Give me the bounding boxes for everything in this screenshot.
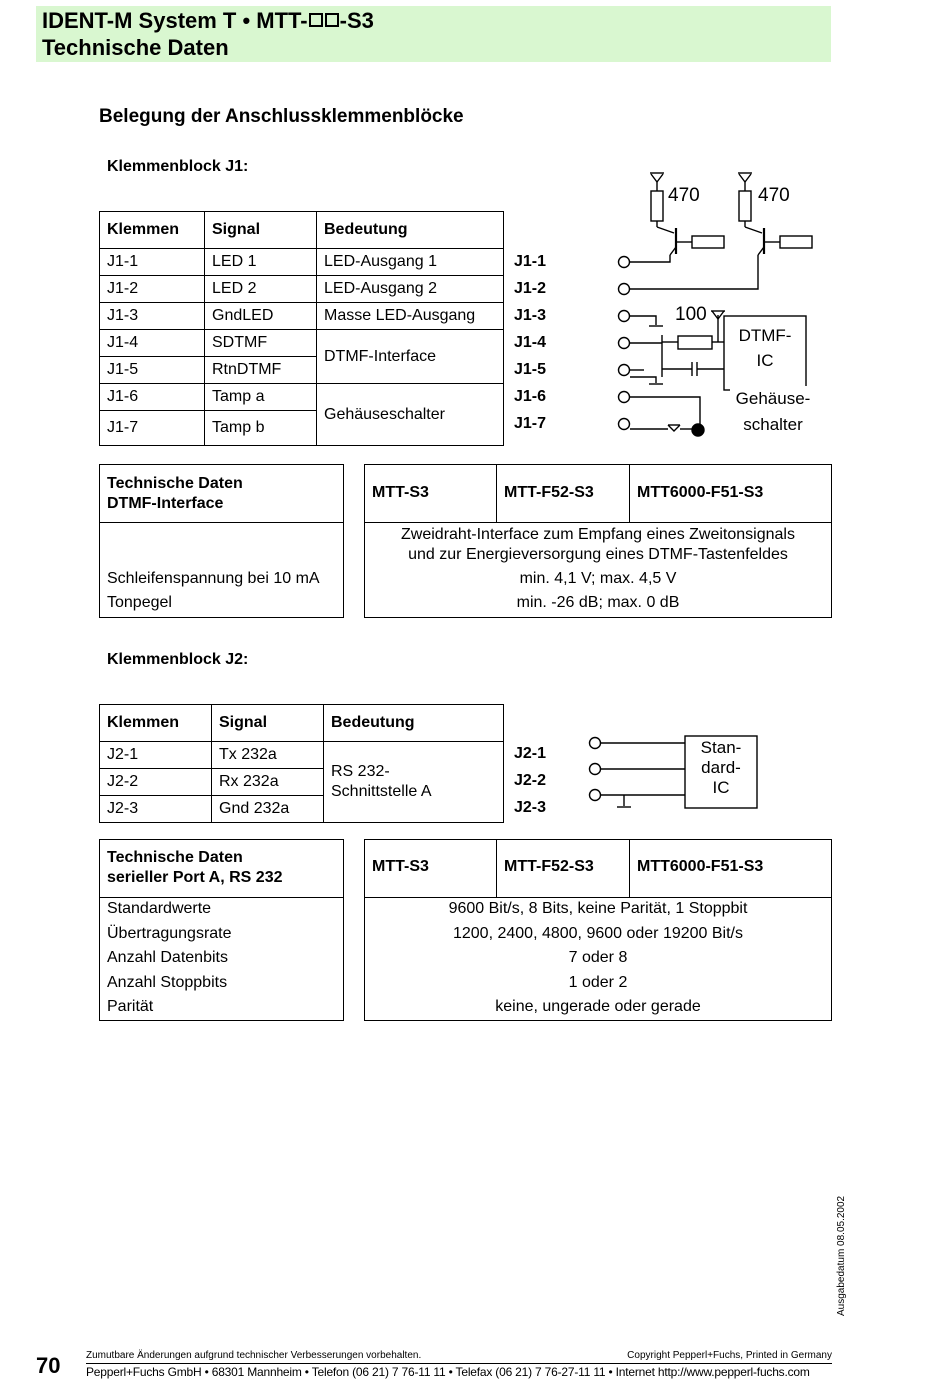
rs232-cell: RS 232- Schnittstelle A	[324, 742, 504, 823]
table-row: J1-6 Tamp a Gehäuseschalter	[100, 384, 504, 411]
j1-title: Klemmenblock J1:	[107, 158, 249, 175]
pin-label: J1-4	[514, 334, 547, 351]
col-mtt6000-f51-s3: MTT6000-F51-S3	[637, 858, 764, 875]
table-row: J2-3 Gnd 232a	[100, 796, 504, 823]
footer-notice: Zumutbare Änderungen aufgrund technischer Verbesserungen vorbehalten.	[86, 1350, 422, 1361]
col-mtt-f52-s3: MTT-F52-S3	[497, 465, 630, 522]
table-row: J1-2 LED 2 LED-Ausgang 2	[100, 276, 504, 303]
resistor-value: 470	[668, 185, 700, 206]
supply-arrow-icon	[738, 173, 752, 191]
table-row: J2-1 Tx 232a RS 232- Schnittstelle A	[100, 742, 504, 769]
col-klemmen: Klemmen	[100, 705, 212, 742]
pin-label: J2-1	[514, 745, 547, 762]
terminal-icon	[619, 338, 630, 349]
footer-contact: Pepperl+Fuchs GmbH • 68301 Mannheim • Telefon (06 21) 7 76-11 11 • Telefax (06 21) 7 76-27-11 11 • Internet http://www.pepperl-fuchs.com	[86, 1365, 810, 1379]
resistor-value: 100	[675, 304, 707, 325]
pin-label: J1-5	[514, 361, 547, 378]
terminal-icon	[619, 365, 630, 376]
section-title: Belegung der Anschlussklemmenblöcke	[99, 106, 464, 127]
resistor-icon	[739, 191, 751, 221]
tech-label: Parität	[107, 998, 154, 1015]
base-resistor-icon	[692, 236, 724, 248]
tech-value: 1 oder 2	[568, 973, 628, 991]
switch-contact-icon	[692, 424, 704, 436]
header-bar	[36, 6, 831, 62]
table-row: J1-3 GndLED Masse LED-Ausgang	[100, 303, 504, 330]
tech-value: 9600 Bit/s, 8 Bits, keine Parität, 1 Stoppbit	[448, 900, 748, 917]
pin-label: J2-3	[514, 799, 547, 816]
table-row: J1-5 RtnDTMF	[100, 357, 504, 384]
serial-tech-value-box	[364, 839, 832, 1021]
resistor-value: 470	[758, 185, 790, 206]
dtmf-description: Zweidraht-Interface zum Empfang eines Zweitonsignals und zur Energieversorgung eines DTMF-Tastenfeldes	[401, 526, 795, 563]
gehaeuseschalter-cell: Gehäuseschalter	[317, 384, 504, 446]
base-resistor-icon	[780, 236, 812, 248]
footer-copyright: Copyright Pepperl+Fuchs, Printed in Germany	[627, 1350, 832, 1361]
supply-arrow-icon	[650, 173, 664, 191]
terminal-icon	[590, 790, 601, 801]
col-mtt6000-f51-s3: MTT6000-F51-S3	[637, 484, 764, 501]
tech-label: Anzahl Stoppbits	[107, 973, 228, 991]
col-bedeutung: Bedeutung	[324, 705, 504, 742]
table-row: J1-7 Tamp b	[100, 411, 504, 446]
serial-tech-label-box: Technische Daten serieller Port A, RS 232 Standardwerte Übertragungsrate Anzahl Datenbits Anzahl Stoppbits Parität	[99, 839, 344, 1021]
col-signal: Signal	[205, 212, 317, 249]
document-title: IDENT-M System T • MTT- -S3	[42, 8, 374, 33]
j1-table	[99, 211, 504, 446]
table-row: J1-4 SDTMF DTMF-Interface	[100, 330, 504, 357]
document-subtitle: Technische Daten	[42, 35, 229, 60]
table-row: J1-1 LED 1 LED-Ausgang 1	[100, 249, 504, 276]
terminal-icon	[619, 392, 630, 403]
terminal-icon	[619, 284, 630, 295]
pin-label: J1-3	[514, 307, 547, 324]
footer-divider	[86, 1363, 832, 1364]
col-mtt-f52-s3: MTT-F52-S3	[497, 840, 630, 897]
resistor-icon	[678, 336, 712, 349]
page-number: 70	[36, 1353, 61, 1378]
issue-date: Ausgabedatum 08.05.2002	[836, 1195, 847, 1316]
dtmf-tech-value-box	[364, 464, 832, 618]
pin-label: J1-6	[514, 388, 547, 405]
dtmf-tech-label-box: Technische Daten DTMF-Interface Schleifenspannung bei 10 mA Tonpegel	[99, 464, 344, 618]
col-mtt-s3: MTT-S3	[365, 840, 497, 897]
col-klemmen: Klemmen	[100, 212, 205, 249]
pin-label: J1-1	[514, 253, 547, 270]
terminal-icon	[590, 764, 601, 775]
switch-label: Gehäuse- schalter	[730, 386, 816, 438]
tech-label: Tonpegel	[107, 594, 172, 611]
terminal-icon	[619, 419, 630, 430]
terminal-icon	[590, 738, 601, 749]
tech-label: Schleifenspannung bei 10 mA	[107, 570, 320, 587]
table-row: J2-2 Rx 232a	[100, 769, 504, 796]
j2-table	[99, 704, 504, 823]
col-bedeutung: Bedeutung	[317, 212, 504, 249]
tech-value: min. 4,1 V; max. 4,5 V	[519, 570, 677, 587]
tech-value: keine, ungerade oder gerade	[495, 998, 701, 1015]
dtmf-ic-label: DTMF- IC	[738, 326, 792, 370]
pin-label: J1-7	[514, 415, 547, 432]
resistor-icon	[651, 191, 663, 221]
placeholder-square-icon	[309, 13, 323, 27]
terminal-icon	[619, 257, 630, 268]
tech-label: Übertragungsrate	[107, 924, 232, 942]
standard-ic-label: Stan- dard- IC	[700, 738, 742, 797]
tech-label: Standardwerte	[107, 900, 212, 917]
tech-value: 1200, 2400, 4800, 9600 oder 19200 Bit/s	[452, 924, 743, 942]
pin-label: J2-2	[514, 772, 547, 789]
terminal-icon	[619, 311, 630, 322]
pin-label: J1-2	[514, 280, 547, 297]
col-mtt-s3: MTT-S3	[365, 465, 497, 522]
j2-title: Klemmenblock J2:	[107, 651, 249, 668]
tech-value: 7 oder 8	[568, 949, 628, 966]
placeholder-square-icon	[325, 13, 339, 27]
tech-label: Anzahl Datenbits	[107, 949, 228, 966]
col-signal: Signal	[212, 705, 324, 742]
tech-value: min. -26 dB; max. 0 dB	[516, 594, 680, 611]
dtmf-interface-cell: DTMF-Interface	[317, 330, 504, 384]
